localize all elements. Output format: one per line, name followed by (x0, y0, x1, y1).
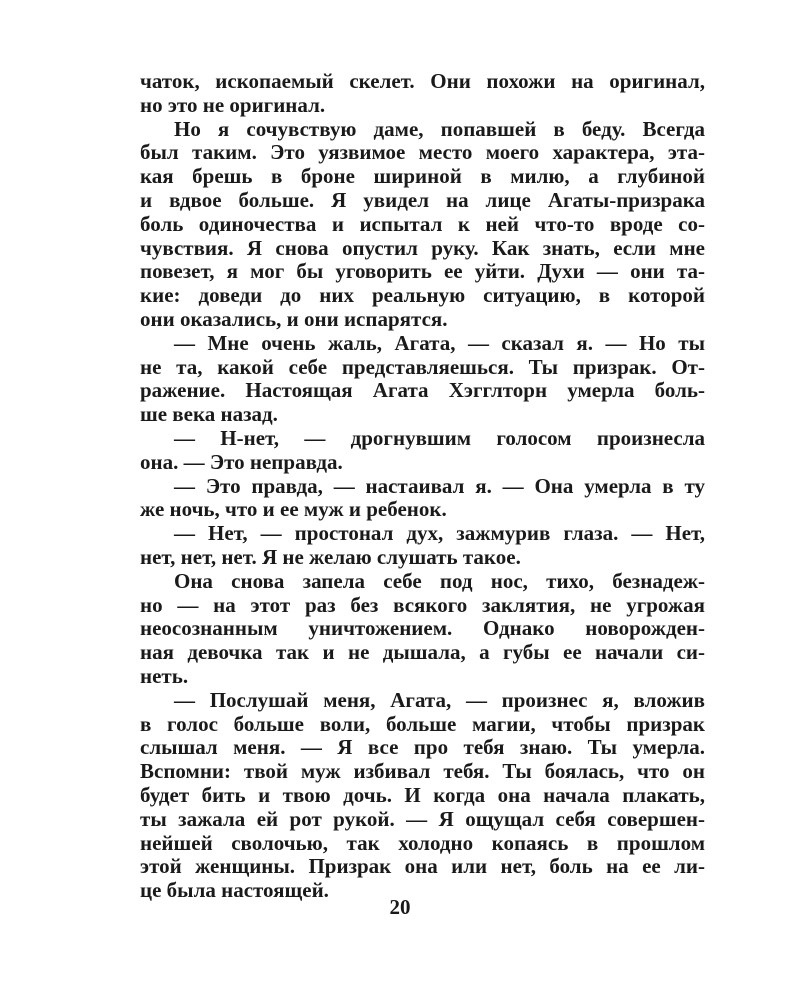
text-line: Вспомни: твой муж избивал тебя. Ты боялась, что он (140, 759, 705, 784)
text-line: — Н-нет, — дрогнувшим голосом произнесла (174, 425, 705, 450)
text-line: этой женщины. Призрак она или нет, боль на ее ли- (140, 854, 705, 879)
text-line: нейшей сволочью, так холодно копаясь в прошлом (140, 830, 705, 855)
text-line: она. — Это неправда. (140, 449, 343, 474)
text-line: чаток, ископаемый скелет. Они похожи на оригинал, (140, 69, 705, 93)
text-line: кие: доведи до них реальную ситуацию, в которой (140, 283, 705, 308)
text-line: они оказались, и они испарятся. (140, 306, 448, 331)
text-line: был таким. Это уязвимое место моего характера, эта- (140, 140, 705, 165)
text-line: це была настоящей. (140, 878, 329, 903)
text-line: — Мне очень жаль, Агата, — сказал я. — Но ты (174, 330, 705, 355)
text-line: слышал меня. — Я все про тебя знаю. Ты умерла. (140, 735, 705, 760)
text-line: кая брешь в броне шириной в милю, а глубиной (140, 164, 705, 189)
text-line: — Нет, — простонал дух, зажмурив глаза. — Нет, (174, 521, 705, 546)
text-line: ная девочка так и не дышала, а губы ее начали си- (140, 640, 705, 665)
text-line: но — на этот раз без всякого заклятия, не угрожая (140, 592, 705, 617)
text-line: боль одиночества и испытал к ней что-то вроде со- (140, 211, 705, 236)
paragraph (140, 332, 705, 427)
paragraph (140, 689, 705, 903)
text-line: неть. (140, 663, 189, 688)
paragraph (140, 570, 705, 689)
paragraph (140, 427, 705, 475)
paragraph (140, 118, 705, 332)
text-line: в голос больше воли, больше магии, чтобы призрак (140, 711, 705, 736)
text-line: Она снова запела себе под нос, тихо, безнадеж- (174, 568, 705, 593)
text-line: ражение. Настоящая Агата Хэгглторн умерла боль- (140, 378, 705, 403)
text-line: повезет, я мог бы уговорить ее уйти. Духи — они та- (140, 259, 705, 284)
text-line: Но я сочувствую даме, попавшей в беду. Всегда (174, 116, 705, 141)
text-line: ше века назад. (140, 402, 278, 427)
paragraph (140, 70, 705, 118)
text-line: чувствия. Я снова опустил руку. Как знать, если мне (140, 235, 705, 260)
text-line: будет бить и твою дочь. И когда она начала плакать, (140, 782, 705, 807)
book-page-text (140, 70, 705, 903)
text-line: нет, нет, нет. Я не желаю слушать такое. (140, 544, 521, 569)
text-line: не та, какой себе представляешься. Ты призрак. От- (140, 354, 705, 379)
text-line: ты зажала ей рот рукой. — Я ощущал себя совершен- (140, 806, 705, 831)
text-line: и вдвое больше. Я увидел на лице Агаты-призрака (140, 187, 705, 212)
text-line: — Послушай меня, Агата, — произнес я, вложив (174, 687, 705, 712)
text-line: — Это правда, — настаивал я. — Она умерла в ту (174, 473, 705, 498)
paragraph (140, 475, 705, 523)
text-line: неосознанным уничтожением. Однако новорожден- (140, 616, 705, 641)
page-number: 20 (389, 895, 411, 919)
text-line: же ночь, что и ее муж и ребенок. (140, 497, 447, 522)
text-line: но это не оригинал. (140, 92, 326, 117)
paragraph (140, 522, 705, 570)
